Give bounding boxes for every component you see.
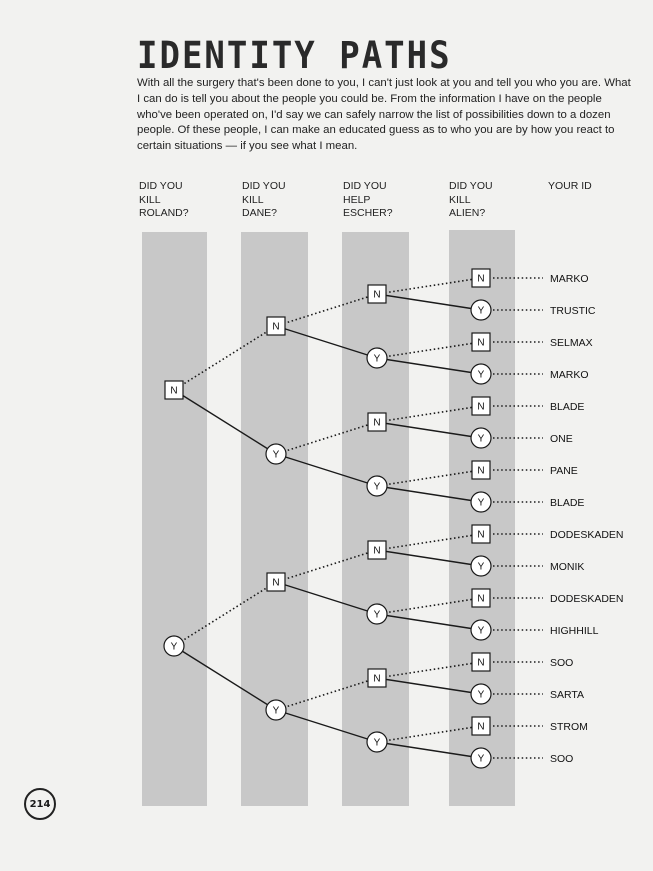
- no-node: [472, 269, 490, 287]
- node-answer-label: Y: [477, 497, 485, 509]
- node-answer-label: N: [477, 337, 485, 349]
- node-answer-label: Y: [477, 689, 485, 701]
- result-label: ONE: [550, 432, 573, 445]
- column-header-line: KILL: [139, 193, 161, 206]
- node-answer-label: Y: [477, 433, 485, 445]
- column-header-line: ESCHER?: [343, 207, 393, 219]
- result-label: BLADE: [550, 400, 585, 413]
- no-node: [472, 525, 490, 543]
- column-header-line: DANE?: [242, 207, 278, 219]
- no-node: [472, 461, 490, 479]
- yes-node: [266, 444, 286, 464]
- no-node: [368, 285, 386, 303]
- result-label: DODESKADEN: [550, 592, 624, 605]
- yes-node: [367, 348, 387, 368]
- no-node: [472, 333, 490, 351]
- result-label: DODESKADEN: [550, 528, 624, 541]
- node-answer-label: N: [373, 417, 381, 429]
- node-answer-label: Y: [170, 641, 178, 653]
- node-answer-label: Y: [477, 305, 485, 317]
- column-header-line: YOUR ID: [548, 180, 592, 192]
- yes-node: [471, 748, 491, 768]
- yes-node: [471, 556, 491, 576]
- result-label: MARKO: [550, 272, 589, 285]
- column-header-line: ROLAND?: [139, 207, 189, 219]
- node-answer-label: Y: [373, 609, 381, 621]
- yes-node: [367, 476, 387, 496]
- result-label: MONIK: [550, 560, 585, 573]
- result-label: SARTA: [550, 688, 585, 701]
- no-node: [472, 397, 490, 415]
- column-header-line: DID YOU: [139, 180, 183, 192]
- column-header-line: KILL: [449, 193, 471, 206]
- yes-node: [471, 620, 491, 640]
- page-number: 214: [29, 798, 51, 810]
- yes-node: [266, 700, 286, 720]
- result-label: SELMAX: [550, 336, 593, 349]
- node-answer-label: N: [477, 465, 485, 477]
- result-label: SOO: [550, 656, 574, 669]
- node-answer-label: N: [272, 321, 280, 333]
- column-header-line: DID YOU: [343, 180, 387, 192]
- intro-text: With all the surgery that's been done to you, I can't just look at you and tell you who you are. What I can do is tell you about the people you could be. From the information I have on the people who've been operated on, I'd say we can safely narrow the list of possibilities down to a dozen people. Of these people, I can make an educated guess as to who you are by how you react to certain situations — if you see what I mean.: [137, 77, 631, 153]
- edge-group: [174, 278, 481, 758]
- node-answer-label: Y: [477, 369, 485, 381]
- no-node: [368, 413, 386, 431]
- result-label: BLADE: [550, 496, 585, 509]
- result-label: TRUSTIC: [550, 304, 596, 317]
- yes-node: [367, 604, 387, 624]
- node-answer-label: N: [272, 577, 280, 589]
- yes-node: [471, 492, 491, 512]
- column-header-line: KILL: [242, 193, 264, 206]
- result-label: PANE: [550, 464, 578, 477]
- yes-node: [471, 684, 491, 704]
- node-answer-label: Y: [373, 737, 381, 749]
- node-answer-label: N: [170, 385, 178, 397]
- no-node: [472, 653, 490, 671]
- node-answer-label: N: [477, 401, 485, 413]
- node-answer-label: N: [477, 593, 485, 605]
- node-answer-label: Y: [477, 561, 485, 573]
- node-answer-label: N: [373, 673, 381, 685]
- page-number-badge: [24, 788, 56, 820]
- yes-node: [471, 364, 491, 384]
- no-node: [267, 317, 285, 335]
- column-header-line: DID YOU: [449, 180, 493, 192]
- yes-node: [164, 636, 184, 656]
- node-answer-label: Y: [272, 705, 280, 717]
- node-answer-label: N: [477, 721, 485, 733]
- node-answer-label: Y: [373, 481, 381, 493]
- yes-node: [471, 428, 491, 448]
- result-label: SOO: [550, 752, 574, 765]
- node-answer-label: N: [477, 273, 485, 285]
- no-node: [368, 541, 386, 559]
- column-header-line: HELP: [343, 193, 371, 206]
- no-node: [165, 381, 183, 399]
- result-label: STROM: [550, 720, 588, 733]
- result-label: MARKO: [550, 368, 589, 381]
- yes-node: [367, 732, 387, 752]
- node-answer-label: Y: [477, 753, 485, 765]
- node-answer-label: Y: [272, 449, 280, 461]
- no-node: [472, 717, 490, 735]
- node-answer-label: N: [373, 545, 381, 557]
- no-node: [267, 573, 285, 591]
- column-header-line: ALIEN?: [449, 207, 486, 219]
- node-answer-label: N: [373, 289, 381, 301]
- column-band: [142, 232, 207, 806]
- column-band: [342, 232, 409, 806]
- page-title: IDENTITY PATHS: [137, 34, 452, 78]
- node-answer-label: N: [477, 657, 485, 669]
- yes-node: [471, 300, 491, 320]
- no-node: [368, 669, 386, 687]
- no-node: [472, 589, 490, 607]
- node-answer-label: N: [477, 529, 485, 541]
- result-label: HIGHHILL: [550, 624, 599, 637]
- node-answer-label: Y: [477, 625, 485, 637]
- column-header-line: DID YOU: [242, 180, 286, 192]
- node-answer-label: Y: [373, 353, 381, 365]
